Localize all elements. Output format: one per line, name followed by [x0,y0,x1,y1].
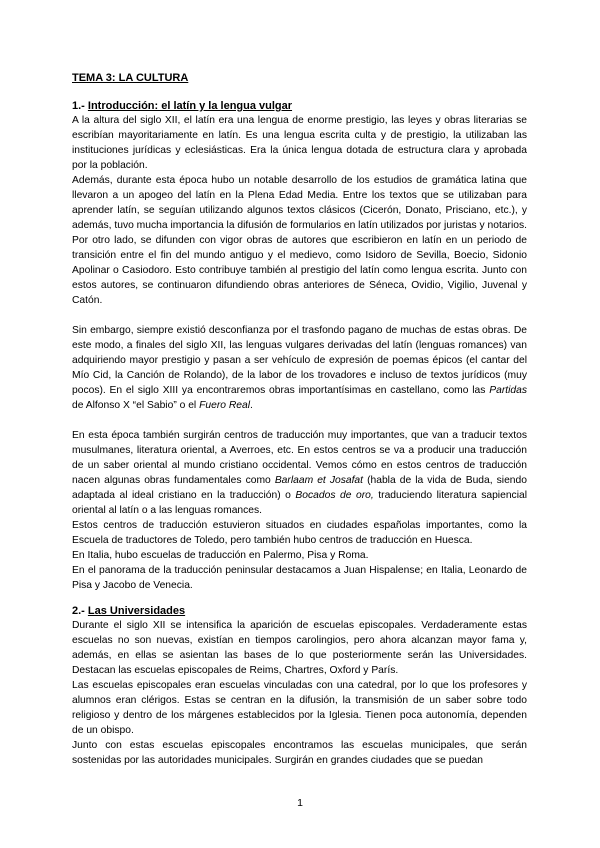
page-title: TEMA 3: LA CULTURA [72,72,189,84]
paragraph: En esta época también surgirán centros de traducción muy importantes, que van a traducir textos musulmanes, literatura oriental, a Averroes, etc. En estos centros se va a producir una traducción de un saber oriental al mundo cristiano occidental. Vemos cómo en estos centros de traducción nacen algunas obras fundamentales como Barlaam et Josafat (habla de la vida de Buda, siendo adaptada al ideal cristiano en la traducción) o Bocados de oro, traduciendo literatura sapiencial oriental al latín o a las lenguas romances. [72,430,528,516]
page-number: 1 [297,797,303,809]
paragraph: En Italia, hubo escuelas de traducción en Palermo, Pisa y Roma. [72,550,369,561]
section-heading [72,99,527,113]
paragraph: Por otro lado, se difunden con vigor obras de autores que escribieron en latín en un periodo de transición entre el fin del mundo antiguo y el medievo, como Isidoro de Sevilla, Boecio, Sidonio Apolinar o Casiodoro. Esto contribuye también al prestigio del latín como lengua escrita. Junto con estos autores, se continuaron difundiendo obras anteriores de Séneca, Ovidio, Vigilio, Juvenal y Catón. [72,235,527,306]
italic-title: Fuero Real [199,400,251,411]
paragraph: A la altura del siglo XII, el latín era una lengua de enorme prestigio, las leyes y obras literarias se escribían mayoritariamente en latín. Es una lengua escrita culta y de prestigio, la utilizaban las instituciones jurídicas y eclesiásticas. Era la única lengua dotada de estructura clara y aprobada por la población. [72,115,527,171]
section-number: 2.- [72,605,85,617]
paragraph: Sin embargo, siempre existió desconfianza por el trasfondo pagano de muchas de estas obras. De este modo, a finales del siglo XII, las lenguas vulgares derivadas del latín (lenguas romances) van adquiriendo mayor prestigio y pasan a ser vehículo de expresión de poemas épicos (el cantar del Mío Cid, la Canción de Rolando), de la labor de los trovadores e incluso de textos jurídicos (muy pocos). En el siglo XIII ya encontraremos obras importantísimas en castellano, como las Partidas de Alfonso X “el Sabio” o el Fuero Real. [72,325,527,411]
paragraph: Junto con estas escuelas episcopales encontramos las escuelas municipales, que serán sostenidas por las autoridades municipales. Surgirán en grandes ciudades que se puedan [72,740,527,766]
paragraph: Durante el siglo XII se intensifica la aparición de escuelas episcopales. Verdaderamente estas escuelas no son nuevas, existían en tiempos carolingios, pero ahora alcanzan mayor fama y, además, en ellas se asientan las bases de lo que posteriormente serán las Universidades. Destacan las escuelas episcopales de Reims, Chartres, Oxford y París. [72,620,527,676]
document-page [72,71,527,768]
paragraph: Estos centros de traducción estuvieron situados en ciudades españolas importantes, como la Escuela de traductores de Toledo, pero también hubo centros de traducción en Huesca. [72,520,527,546]
italic-title: Bocados de oro, [295,490,374,501]
section-heading [72,604,527,618]
paragraph: Además, durante esta época hubo un notable desarrollo de los estudios de gramática latina que llevaron a un apogeo del latín en la Plena Edad Media. Entre los textos que se utilizaban para aprender latín, se seguían utilizando algunos textos clásicos (Cicerón, Donato, Prisciano, etc.), y además, tuvo mucha importancia la difusión de formularios en latín utilizados por juristas y notarios. [72,175,528,231]
paragraph: Las escuelas episcopales eran escuelas vinculadas con una catedral, por lo que los profesores y alumnos eran clérigos. Estas se centran en la difusión, la transmisión de un saber sobre todo religioso y dentro de los márgenes establecidos por la Iglesia. Tienen poca autonomía, dependen de un obispo. [72,680,527,736]
italic-title: Barlaam et Josafat [274,475,364,486]
paragraph: En el panorama de la traducción peninsular destacamos a Juan Hispalense; en Italia, Leonardo de Pisa y Jacobo de Venecia. [72,565,527,591]
section-number: 1.- [72,100,85,112]
italic-title: Partidas [489,385,527,396]
section-title: Introducción: el latín y la lengua vulgar [87,100,293,112]
section-title: Las Universidades [87,605,186,617]
